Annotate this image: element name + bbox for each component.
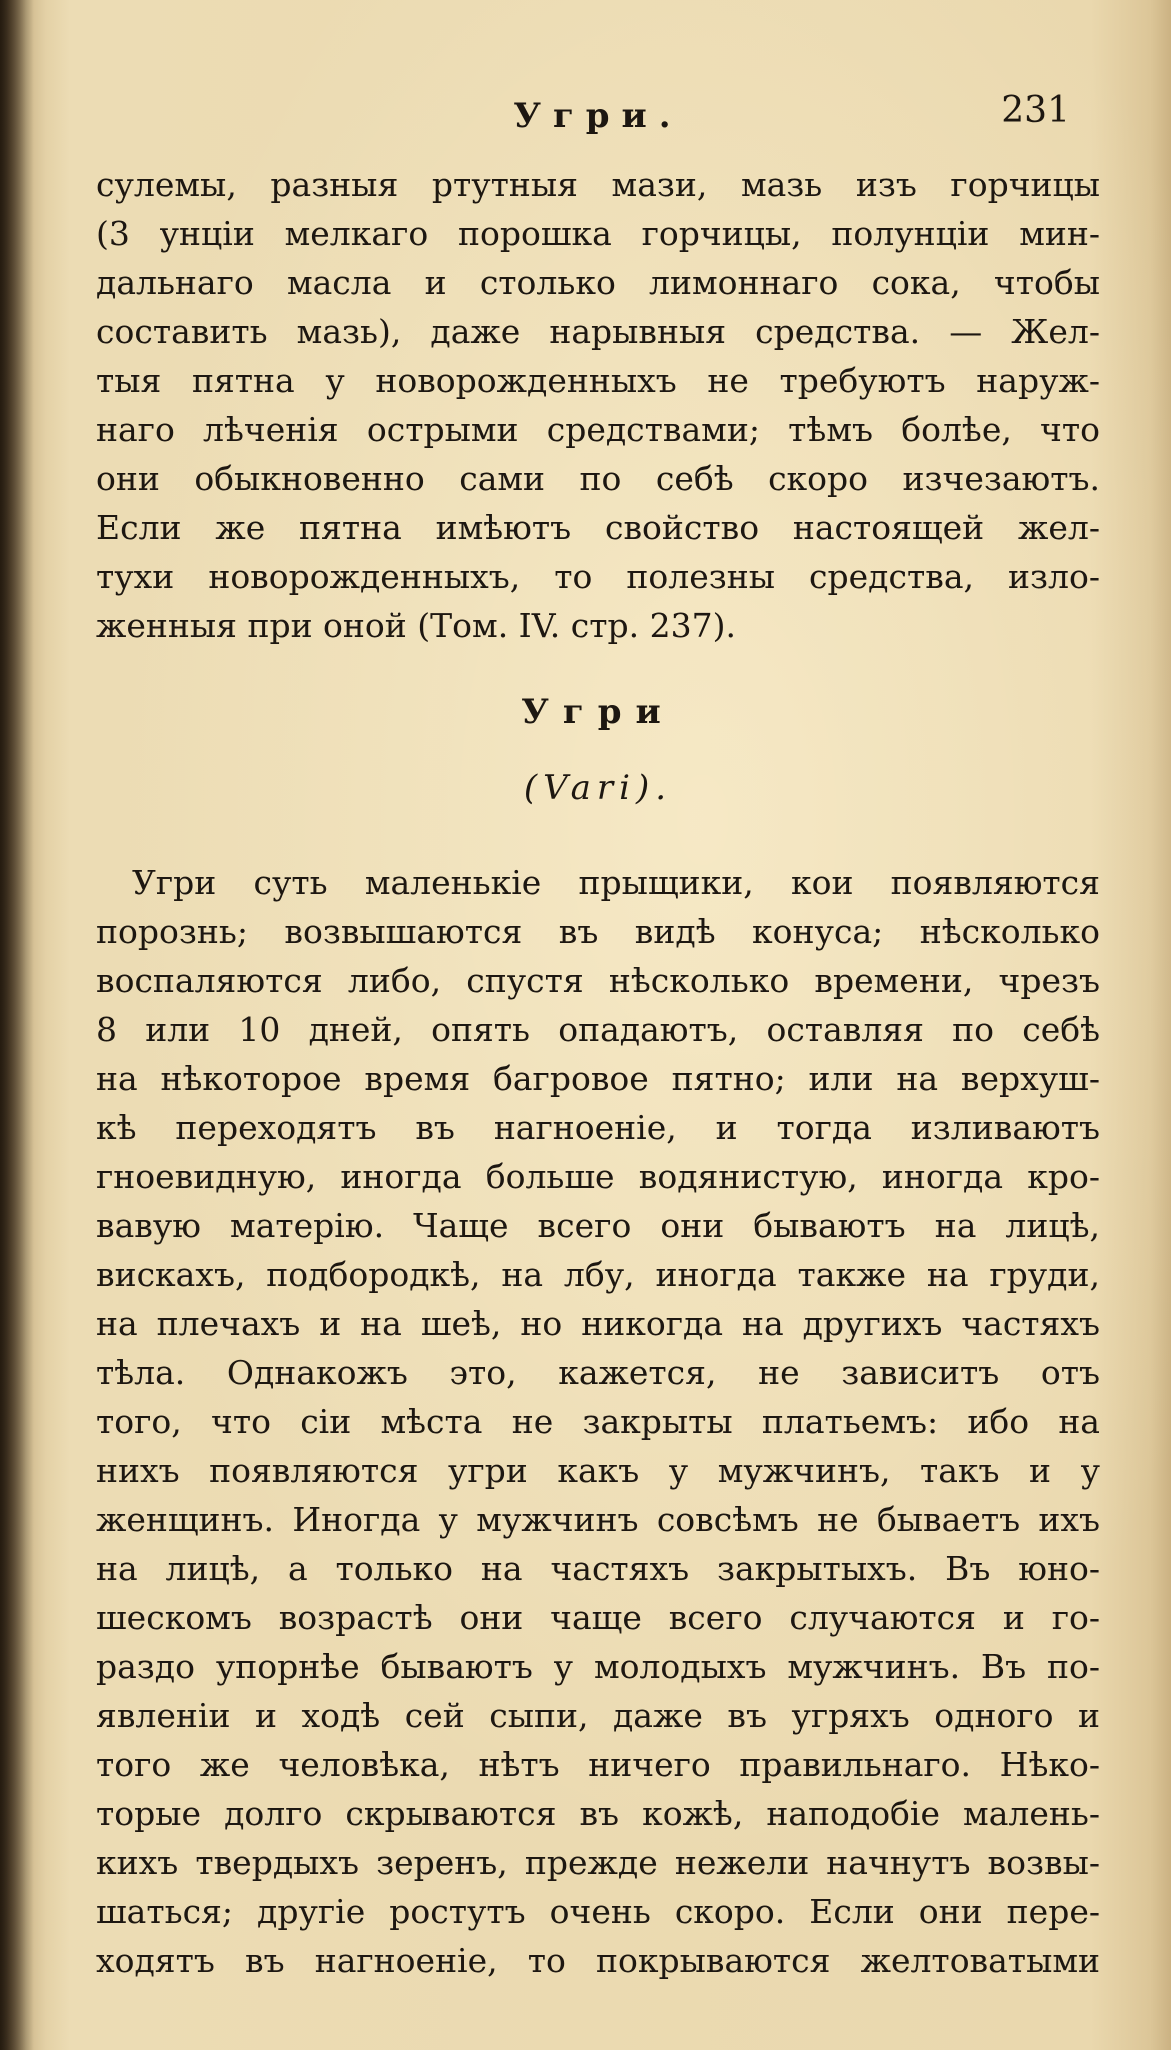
text-line: вискахъ, подбородкѣ, на лбу, иногда также на груди, [96,1255,1100,1294]
text-line: гноевидную, иногда больше водянистую, иногда кро- [96,1157,1100,1196]
text-line: торые долго скрываются въ кожѣ, наподобіе малень- [96,1794,1100,1833]
text-line: составить мазь), даже нарывныя средства. — Жел- [96,312,1100,351]
page-number: 231 [1001,90,1070,131]
text-line: шескомъ возрастѣ они чаще всего случаются и го- [96,1598,1100,1637]
text-line: женщинъ. Иногда у мужчинъ совсѣмъ не бываетъ ихъ [96,1500,1100,1539]
text-line: на нѣкоторое время багровое пятно; или на верхуш- [96,1059,1100,1098]
text-line: наго лѣченія острыми средствами; тѣмъ болѣе, что [96,410,1100,449]
text-line: они обыкновенно сами по себѣ скоро изчезаютъ. [96,459,1100,498]
text-line: кихъ твердыхъ зеренъ, прежде нежели начнутъ возвы- [96,1843,1100,1882]
page-text-block [96,90,1100,1985]
text-line: явленіи и ходѣ сей сыпи, даже въ угряхъ одного и [96,1696,1100,1735]
text-line: нихъ появляются угри какъ у мужчинъ, такъ и у [96,1451,1100,1490]
text-line: ходятъ въ нагноеніе, то покрываются желтоватыми [96,1941,1100,1980]
text-line: вавую матерію. Чаще всего они бываютъ на лицѣ, [96,1206,1100,1245]
text-line: 8 или 10 дней, опять опадаютъ, оставляя по себѣ [96,1010,1100,1049]
running-head: Угри. [513,96,683,136]
text-line: (3 унціи мелкаго порошка горчицы, полунціи мин- [96,214,1100,253]
text-line: тѣла. Однакожъ это, кажется, не зависитъ отъ [96,1353,1100,1392]
text-line: тыя пятна у новорожденныхъ не требуютъ наруж- [96,361,1100,400]
section-latin-title: (Vari). [523,768,673,808]
text-line: того, что сіи мѣста не закрыты платьемъ: ибо на [96,1402,1100,1441]
text-line: шаться; другіе ростутъ очень скоро. Если они пере- [96,1892,1100,1931]
text-line: порознь; возвышаются въ видѣ конуса; нѣсколько [96,912,1100,951]
page-header [96,90,1100,160]
text-line: женныя при оной (Том. IV. стр. 237). [96,606,736,645]
text-line: Угри суть маленькіе прыщики, кои появляются [132,863,1100,902]
main-paragraph [96,858,1100,1985]
text-line: на плечахъ и на шеѣ, но никогда на другихъ частяхъ [96,1304,1100,1343]
text-line: Если же пятна имѣютъ свойство настоящей жел- [96,508,1100,547]
text-line: воспаляются либо, спустя нѣсколько времени, чрезъ [96,961,1100,1000]
text-line: сулемы, разныя ртутныя мази, мазь изъ горчицы [96,165,1100,204]
continued-paragraph [96,160,1100,650]
text-line: того же человѣка, нѣтъ ничего правильнаго. Нѣко- [96,1745,1100,1784]
text-line: тухи новорожденныхъ, то полезны средства, изло- [96,557,1100,596]
spine-shadow [0,0,34,2050]
text-line: раздо упорнѣе бываютъ у молодыхъ мужчинъ. Въ по- [96,1647,1100,1686]
section-title: Угри [521,692,675,732]
text-line: на лицѣ, а только на частяхъ закрытыхъ. Въ юно- [96,1549,1100,1588]
text-line: кѣ переходятъ въ нагноеніе, и тогда изливаютъ [96,1108,1100,1147]
text-line: дальнаго масла и столько лимоннаго сока, чтобы [96,263,1100,302]
